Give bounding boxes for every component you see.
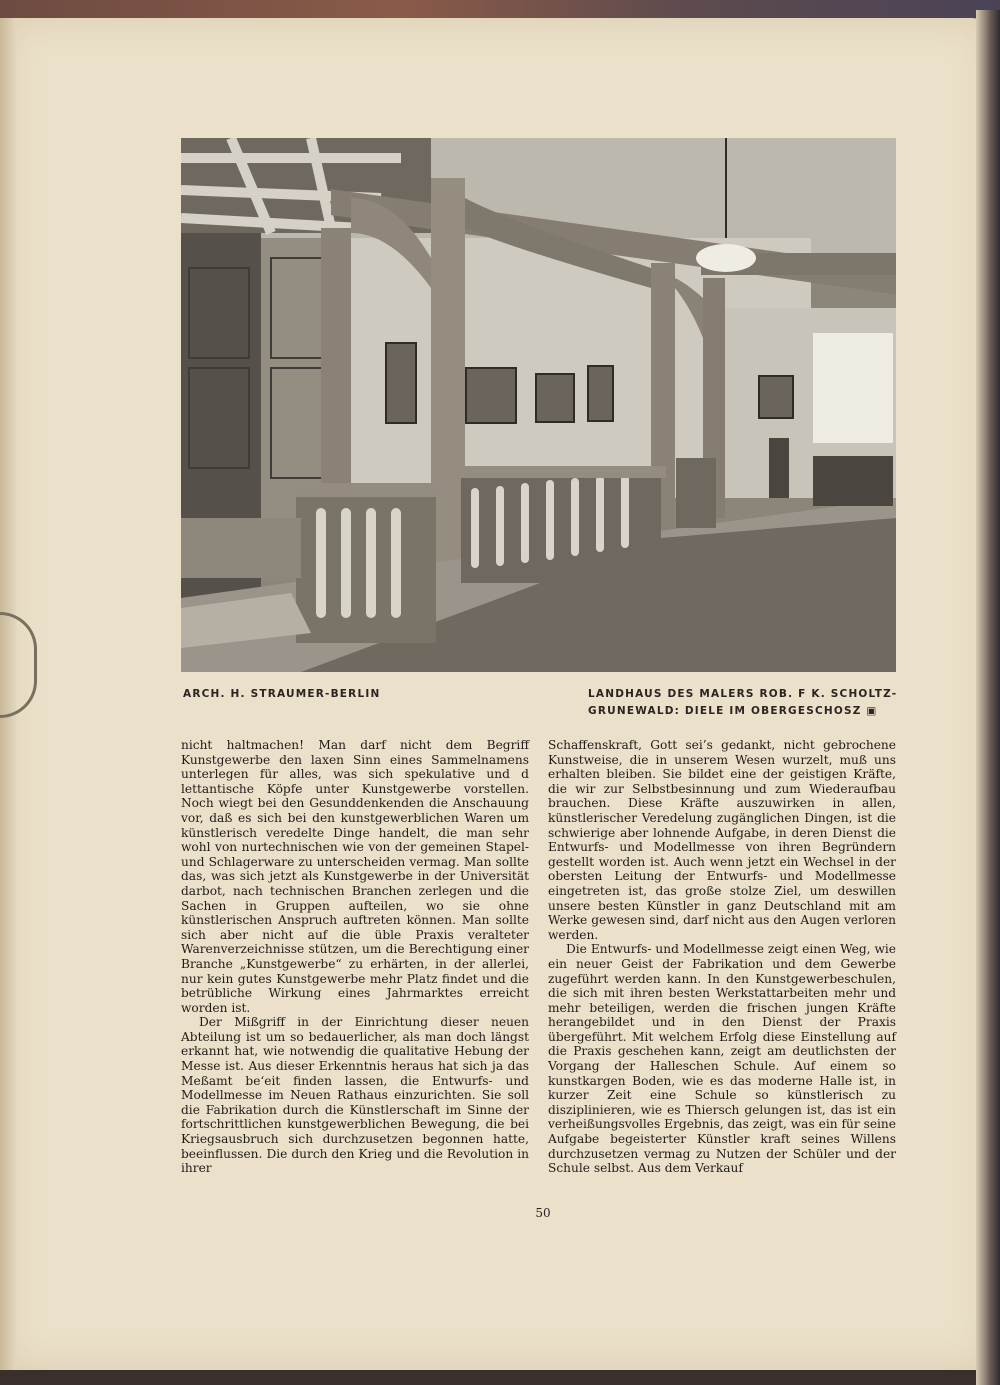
caption-title (588, 686, 898, 720)
interior-photograph (181, 138, 896, 672)
paragraph: Schaffenskraft, Gott sei’s gedankt, nicht gebrochene Kunstweise, die in unserem Wesen wurzelt, muß uns erhalten bleiben. Sie bildet eine der geistigen Kräfte, die wir zur Selbstbesinnung und zum Wiederaufbau brauchen. Diese Kräfte auszuwirken in allen, künstlerischer Veredelung zugänglichen Dingen, ist die schwierige aber lohnende Aufgabe, in deren Dienst die Entwurfs- und Modellmesse von ihren Begründern gestellt worden ist. Auch wenn jetzt ein Wechsel in der obersten Leitung der Entwurfs- und Modellmesse eingetreten ist, das große stolze Ziel, um deswillen unsere besten Künstler in ganz Deutschland mit am Werke gewesen sind, darf nicht aus den Augen verloren werden. (548, 738, 896, 942)
caption-title-line2: GRUNEWALD: DIELE IM OBERGESCHOSZ (588, 705, 862, 717)
text-column-right (548, 738, 896, 1176)
photograph-illustration (181, 138, 896, 672)
caption-title-line1: LANDHAUS DES MALERS ROB. F K. SCHOLTZ- (588, 688, 898, 700)
paragraph: nicht haltmachen! Man darf nicht dem Begriff Kunstgewerbe den laxen Sinn eines Sammelnamens unterlegen für alles, was sich spekulative und d lettantische Köpfe unter Kunstgewerbe vorstellen. Noch wiegt bei den Gesunddenkenden die Anschauung vor, daß es sich bei den kunstgewerblichen Waren um künstlerisch veredelte Dinge handelt, die man sehr wohl von nurtechnischen wie von der gemeinen Stapel- und Schlagerware zu unterscheiden vermag. Man sollte das, was sich jetzt als Kunstgewerbe in der Universität darbot, nach technischen Branchen zerlegen und die Sachen in Gruppen aufteilen, wo sie ohne künstlerischen Anspruch auftreten können. Man sollte sich aber nicht auf die üble Praxis veralteter Warenverzeichnisse stützen, um die Berechtigung einer Branche „Kunstgewerbe“ zu erhärten, in der allerlei, nur kein gutes Kunstgewerbe mehr Platz findet und die betrübliche Wirkung eines Jahrmarktes erreicht worden ist. (181, 738, 529, 1015)
text-column-left (181, 738, 529, 1176)
caption-end-mark-icon: ▣ (866, 705, 878, 717)
caption-architect: ARCH. H. STRAUMER-BERLIN (183, 688, 381, 700)
paragraph: Die Entwurfs- und Modellmesse zeigt einen Weg, wie ein neuer Geist der Fabrikation und dem Gewerbe zugeführt werden kann. In den Kunstgewerbeschulen, die sich mit ihren besten Werkstattarbeiten mehr und mehr beteiligen, werden die frischen jungen Kräfte herangebildet und in den Dienst der Praxis übergeführt. Mit welchem Erfolg diese Einstellung auf die Praxis geschehen kann, zeigt am deutlichsten der Vorgang der Halleschen Schule. Auf einem so kunstkargen Boden, wie es das moderne Halle ist, in kurzer Zeit eine Schule so künstlerisch zu disziplinieren, wie es Thiersch gelungen ist, das ist ein verheißungsvolles Ergebnis, das zeigt, was ein für seine Aufgabe begeisterter Künstler kraft seines Willens durchzusetzen vermag zu Nutzen der Schüler und der Schule selbst. Aus dem Verkauf (548, 942, 896, 1176)
paragraph: Der Mißgriff in der Einrichtung dieser neuen Abteilung ist um so bedauerlicher, als man doch längst erkannt hat, wie notwendig die qualitative Hebung der Messe ist. Aus dieser Erkenntnis heraus hat sich ja das Meßamt be‘eit finden lassen, die Entwurfs- und Modellmesse im Neuen Rathaus einzurichten. Sie soll die Fabrikation durch die Künstlerschaft im Sinne der fortschrittlichen kunstgewerblichen Bewegung, die bei Kriegsausbruch sich durchzusetzen begonnen hatte, beeinflussen. Die durch den Krieg und die Revolution in ihrer (181, 1015, 529, 1176)
page-number: 50 (535, 1206, 551, 1220)
page-edge-shadow (976, 10, 1000, 1385)
